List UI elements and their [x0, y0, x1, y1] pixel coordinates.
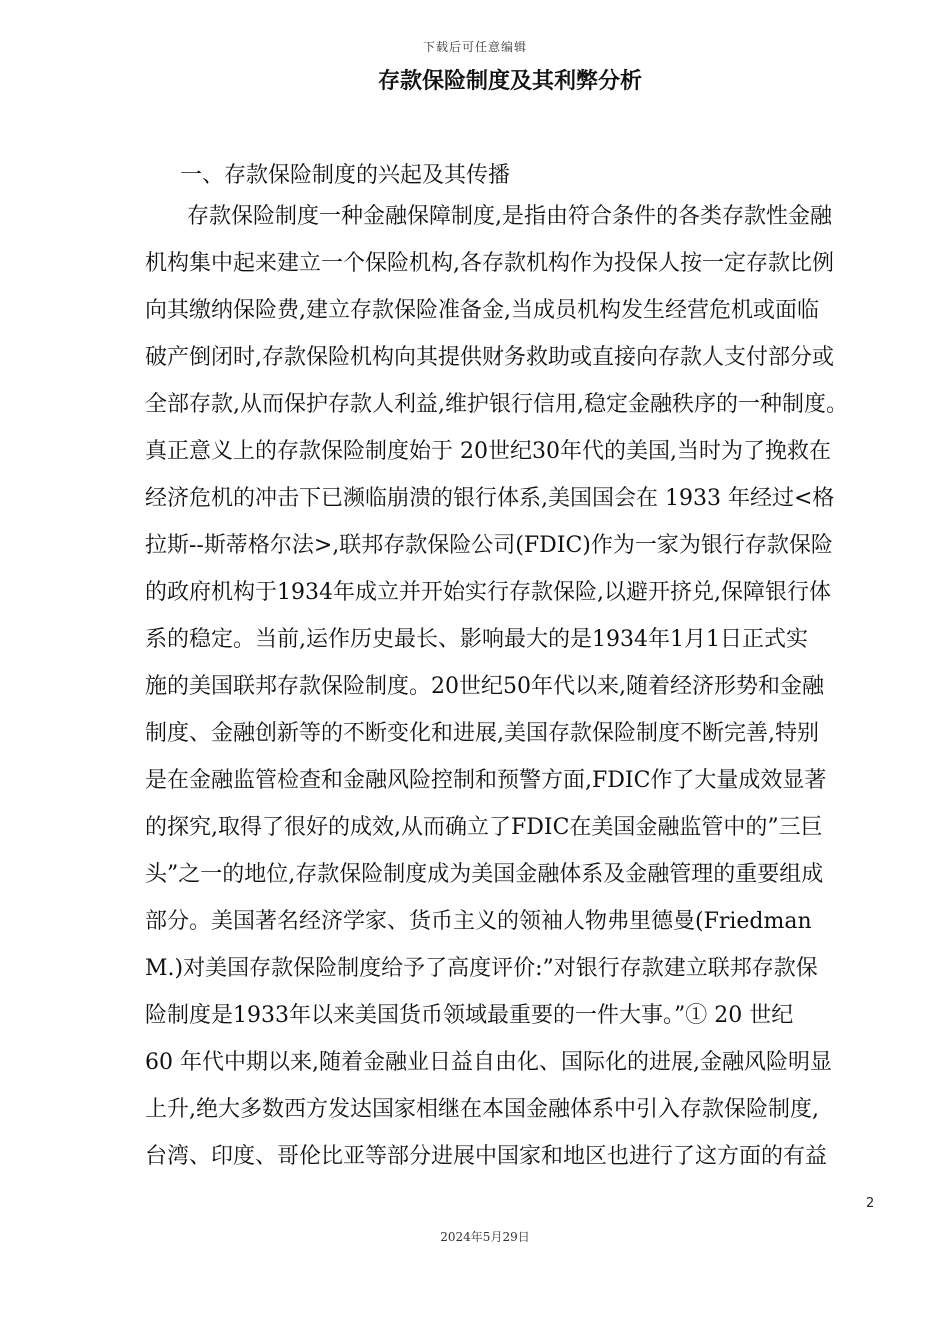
- document-title: 存款保险制度及其利弊分析: [377, 69, 642, 94]
- text-line: 存款保险制度一种金融保障制度,是指由符合条件的各类存款性金融: [187, 204, 832, 229]
- text-line: 台湾、印度、哥伦比亚等部分进展中国家和地区也进行了这方面的有益: [145, 1144, 828, 1169]
- text-line: 60 年代中期以来,随着金融业日益自由化、国际化的进展,金融风险明显: [145, 1050, 832, 1075]
- text-line: 系的稳定。当前,运作历史最长、影响最大的是1934年1月1日正式实: [145, 627, 808, 652]
- body-text: [145, 193, 885, 1180]
- text-line: 机构集中起来建立一个保险机构,各存款机构作为投保人按一定存款比例: [145, 251, 834, 276]
- text-line: 全部存款,从而保护存款人利益,维护银行信用,稳定金融秩序的一种制度。: [145, 392, 848, 417]
- page-number: 2: [866, 1196, 875, 1211]
- text-line: 是在金融监管检查和金融风险控制和预警方面,FDIC作了大量成效显著: [145, 768, 827, 793]
- text-line: 向其缴纳保险费,建立存款保险准备金,当成员机构发生经营危机或面临: [145, 298, 819, 323]
- text-line: 制度、金融创新等的不断变化和进展,美国存款保险制度不断完善,特别: [145, 721, 819, 746]
- text-line: 破产倒闭时,存款保险机构向其提供财务救助或直接向存款人支付部分或: [145, 345, 834, 370]
- text-line: M.)对美国存款保险制度给予了高度评价:”对银行存款建立联邦存款保: [145, 956, 818, 981]
- header-note: 下载后可任意编辑: [422, 40, 527, 54]
- text-line: 真正意义上的存款保险制度始于 20世纪30年代的美国,当时为了挽救在: [145, 439, 831, 464]
- text-line: 拉斯--斯蒂格尔法>,联邦存款保险公司(FDIC)作为一家为银行存款保险: [145, 533, 833, 558]
- text-line: 的政府机构于1934年成立并开始实行存款保险,以避开挤兑,保障银行体: [145, 580, 831, 605]
- text-line: 上升,绝大多数西方发达国家相继在本国金融体系中引入存款保险制度,: [145, 1097, 819, 1122]
- section-heading: 一、存款保险制度的兴起及其传播: [180, 163, 511, 188]
- footer-date: 2024年5月29日: [440, 1230, 530, 1244]
- text-line: 头”之一的地位,存款保险制度成为美国金融体系及金融管理的重要组成: [145, 862, 824, 887]
- text-line: 部分。美国著名经济学家、货币主义的领袖人物弗里德曼(Friedman: [145, 909, 812, 934]
- text-line: 施的美国联邦存款保险制度。20世纪50年代以来,随着经济形势和金融: [145, 674, 824, 699]
- text-line: 险制度是1933年以来美国货币领域最重要的一件大事。”① 20 世纪: [145, 1003, 794, 1028]
- text-line: 经济危机的冲击下已濒临崩溃的银行体系,美国国会在 1933 年经过<格: [145, 486, 835, 511]
- text-line: 的探究,取得了很好的成效,从而确立了FDIC在美国金融监管中的”三巨: [145, 815, 823, 840]
